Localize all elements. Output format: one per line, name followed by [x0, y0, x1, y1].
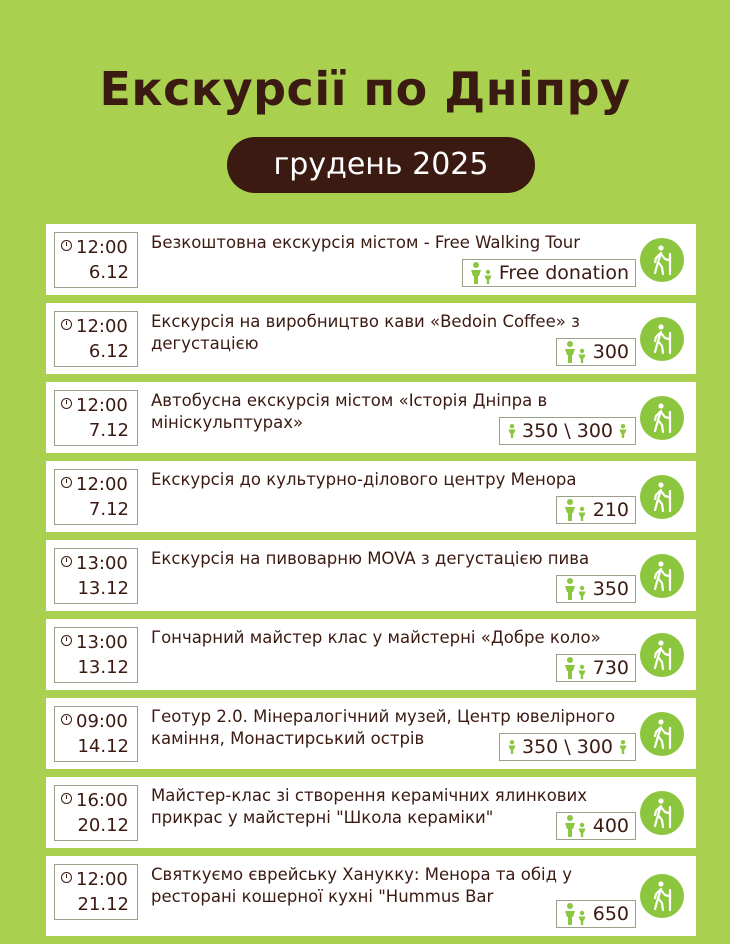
price-badge: [499, 417, 636, 445]
event-price: 350: [592, 578, 629, 600]
event-date: 20.12: [77, 815, 129, 836]
event-datetime: [54, 548, 138, 604]
event-title: Гончарний майстер клас у майстерні «Добре коло»: [151, 628, 601, 647]
adult-child-icon: [506, 740, 518, 754]
walking-tour-icon: [648, 718, 676, 750]
adult-child-icon: [563, 903, 589, 925]
clock-icon: [61, 477, 72, 488]
adult-child-icon: [563, 341, 589, 363]
event-time-wrap: [61, 790, 128, 811]
adult-child-icon: [469, 262, 495, 284]
event-price: 300: [592, 341, 629, 363]
event-date: 13.12: [77, 578, 129, 599]
event-row[interactable]: [46, 303, 696, 374]
event-price: 650: [592, 903, 629, 925]
event-time-wrap: [61, 237, 128, 258]
clock-icon: [61, 240, 72, 251]
event-date: 13.12: [77, 657, 129, 678]
event-title: Екскурсія на виробництво кави «Bedoin Coffee» з дегустацією: [151, 312, 580, 353]
event-time-wrap: [61, 316, 128, 337]
clock-icon: [61, 398, 72, 409]
walking-tour-icon: [640, 396, 684, 440]
event-price: 400: [592, 815, 629, 837]
event-row[interactable]: [46, 224, 696, 295]
event-datetime: [54, 390, 138, 446]
child-icon: [617, 424, 629, 438]
event-datetime: [54, 627, 138, 683]
child-icon: [617, 740, 629, 754]
event-time: 12:00: [76, 395, 128, 416]
event-time: 13:00: [76, 632, 128, 653]
event-time: 09:00: [76, 711, 128, 732]
adult-child-icon: [563, 499, 589, 521]
event-title: Безкоштовна екскурсія містом - Free Walking Tour: [151, 233, 581, 252]
event-row[interactable]: [46, 540, 696, 611]
adult-child-icon: [506, 424, 518, 438]
adult-icon: [506, 740, 518, 754]
walking-tour-icon: [648, 323, 676, 355]
adult-child-icon: [563, 578, 589, 600]
event-row[interactable]: [46, 698, 696, 769]
month-badge: грудень 2025: [227, 137, 535, 193]
price-badge: [556, 338, 636, 366]
event-row[interactable]: [46, 382, 696, 453]
walking-tour-icon: [640, 791, 684, 835]
adult-child-icon: [563, 903, 589, 925]
price-badge: [556, 654, 636, 682]
price-badge: [556, 812, 636, 840]
walking-tour-icon: [640, 475, 684, 519]
adult-child-icon: [563, 499, 589, 521]
adult-child-icon: [563, 341, 589, 363]
event-datetime: [54, 311, 138, 367]
event-time-wrap: [61, 553, 128, 574]
clock-icon: [61, 635, 72, 646]
event-date: 14.12: [77, 736, 129, 757]
clock-icon: [61, 872, 72, 883]
clock-icon: [61, 319, 72, 330]
event-row[interactable]: [46, 856, 696, 936]
event-time-wrap: [61, 474, 128, 495]
event-datetime: [54, 785, 138, 841]
adult-child-icon: [563, 657, 589, 679]
event-time-wrap: [61, 395, 128, 416]
event-date: 6.12: [88, 262, 129, 283]
event-price: 210: [592, 499, 629, 521]
page-title: Екскурсії по Дніпру: [99, 62, 631, 116]
walking-tour-icon: [640, 317, 684, 361]
event-price: 350 \ 300: [521, 736, 613, 758]
event-time: 12:00: [76, 316, 128, 337]
event-datetime: [54, 232, 138, 288]
event-title: Геотур 2.0. Мінералогічний музей, Центр ювелірного каміння, Монастирський острів: [151, 707, 616, 748]
price-badge: [556, 900, 636, 928]
adult-child-icon: [563, 657, 589, 679]
clock-icon: [61, 714, 72, 725]
event-title: Святкуємо єврейську Ханукку: Менора та обід у ресторані кошерної кухні "Hummus Bar: [151, 865, 573, 906]
event-row[interactable]: [46, 619, 696, 690]
event-row[interactable]: [46, 461, 696, 532]
walking-tour-icon: [648, 244, 676, 276]
events-list: [46, 224, 696, 944]
walking-tour-icon: [648, 639, 676, 671]
event-time-wrap: [61, 632, 128, 653]
adult-child-icon: [563, 815, 589, 837]
event-title: Майстер-клас зі створення керамічних ялинкових прикрас у майстерні "Школа кераміки": [151, 786, 588, 827]
clock-icon: [61, 793, 72, 804]
walking-tour-icon: [640, 712, 684, 756]
event-title: Екскурсія на пивоварню MOVA з дегустацією пива: [151, 549, 590, 568]
price-badge: [556, 496, 636, 524]
walking-tour-icon: [640, 238, 684, 282]
price-badge: [556, 575, 636, 603]
walking-tour-icon: [640, 874, 684, 918]
clock-icon: [61, 556, 72, 567]
event-time: 12:00: [76, 237, 128, 258]
adult-child-icon: [563, 578, 589, 600]
event-time-wrap: [61, 711, 128, 732]
event-time: 16:00: [76, 790, 128, 811]
event-date: 21.12: [77, 894, 129, 915]
walking-tour-icon: [648, 481, 676, 513]
event-date: 7.12: [88, 420, 129, 441]
adult-icon: [506, 424, 518, 438]
event-time: 12:00: [76, 869, 128, 890]
event-price: 350 \ 300: [521, 420, 613, 442]
event-price: Free donation: [498, 262, 629, 284]
event-time: 13:00: [76, 553, 128, 574]
walking-tour-icon: [640, 554, 684, 598]
event-price: 730: [592, 657, 629, 679]
adult-child-icon: [469, 262, 495, 284]
walking-tour-icon: [648, 880, 676, 912]
event-time-wrap: [61, 869, 128, 890]
event-date: 6.12: [88, 341, 129, 362]
event-row[interactable]: [46, 777, 696, 848]
walking-tour-icon: [648, 402, 676, 434]
price-badge: [462, 259, 636, 287]
walking-tour-icon: [640, 633, 684, 677]
event-datetime: [54, 706, 138, 762]
price-badge: [499, 733, 636, 761]
event-title: Автобусна екскурсія містом «Історія Дніпра в мініскульптурах»: [151, 391, 548, 432]
event-time: 12:00: [76, 474, 128, 495]
walking-tour-icon: [648, 797, 676, 829]
walking-tour-icon: [648, 560, 676, 592]
adult-child-icon: [563, 815, 589, 837]
event-datetime: [54, 469, 138, 525]
child-icon: [617, 740, 629, 754]
child-icon: [617, 424, 629, 438]
event-title: Екскурсія до культурно-ділового центру Менора: [151, 470, 577, 489]
event-date: 7.12: [88, 499, 129, 520]
